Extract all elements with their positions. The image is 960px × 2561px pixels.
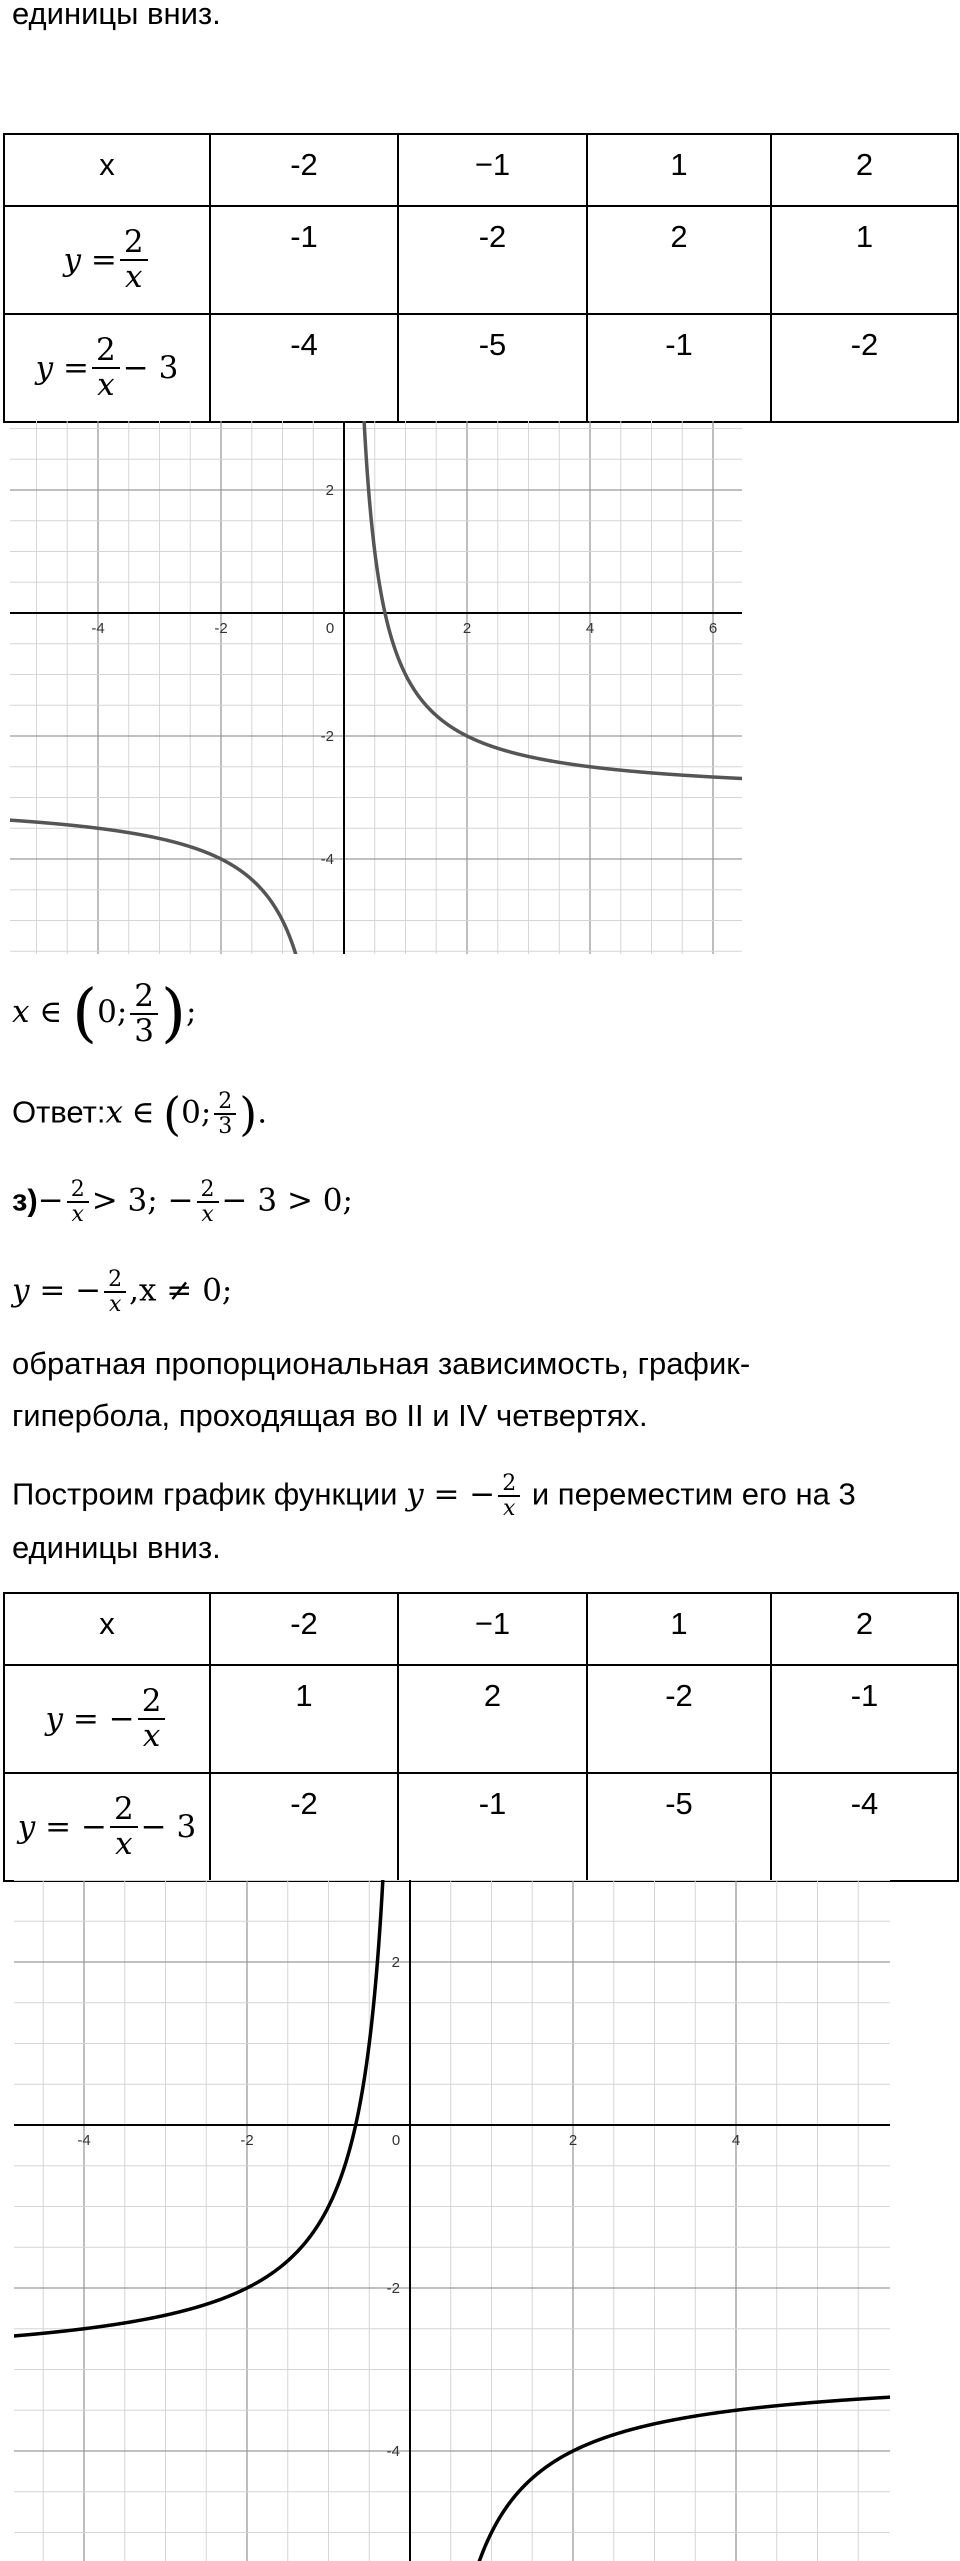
- hyperbola-graph-2: [14, 1880, 890, 2561]
- row-formula-cell: y = − $\frac{2}{x}$ − 3: [4, 1773, 210, 1881]
- x-tick-label: 0: [325, 620, 335, 637]
- task-z-line: з)− $\frac{2}{x}$ > 3; − $\frac{2}{x}$ − 3 > 0;: [12, 1177, 353, 1228]
- paragraph-line-2: гипербола, проходящая во II и IV четвертях.: [12, 1398, 648, 1433]
- table-header-cell: x: [4, 1593, 210, 1665]
- y-tick-label: -4: [320, 851, 334, 868]
- table-cell: 2: [587, 206, 771, 314]
- table-row: [4, 1665, 958, 1773]
- table-cell: -5: [587, 1773, 771, 1881]
- table-row: [4, 206, 958, 314]
- row-formula-cell: y = $\frac{2}{x}$: [4, 206, 210, 314]
- y-tick-label: 2: [325, 482, 334, 499]
- table-header-cell: 1: [587, 134, 771, 206]
- hyperbola-branch-right: [468, 2397, 890, 2561]
- x-tick-label: 2: [462, 620, 472, 637]
- build-line-2: единицы вниз.: [12, 1530, 221, 1565]
- x-tick-label: 4: [731, 2132, 741, 2149]
- table-cell: -1: [587, 314, 771, 422]
- table-cell: -2: [398, 206, 587, 314]
- values-table-1: [3, 133, 959, 423]
- hyperbola-branch-right: [363, 421, 743, 779]
- values-table-2: [3, 1592, 959, 1882]
- solution-interval-line: x ∈ (0; $\frac{2}{3}$ );: [12, 976, 197, 1051]
- table-header-cell: -2: [210, 1593, 398, 1665]
- row-formula-cell: y = − $\frac{2}{x}$: [4, 1665, 210, 1773]
- paragraph-line-1: обратная пропорциональная зависимость, график-: [12, 1346, 751, 1381]
- table-cell: 1: [210, 1665, 398, 1773]
- build-line-1: Построим график функции y = − $\frac{2}{x}$ и переместим его на 3: [12, 1471, 856, 1522]
- y-tick-label: 2: [391, 1954, 400, 1971]
- table-cell: -4: [771, 1773, 958, 1881]
- hyperbola-branch-left: [14, 1880, 385, 2337]
- x-tick-label: 4: [585, 620, 595, 637]
- table-header-cell: −1: [398, 1593, 587, 1665]
- table-row: [4, 314, 958, 422]
- table-row: [4, 1773, 958, 1881]
- table-header-cell: 1: [587, 1593, 771, 1665]
- x-tick-label: 6: [708, 620, 718, 637]
- x-tick-label: 0: [391, 2132, 401, 2149]
- x-tick-label: -4: [91, 620, 105, 637]
- x-tick-label: -2: [240, 2132, 254, 2149]
- table-header-cell: x: [4, 134, 210, 206]
- y-tick-label: -4: [386, 2443, 400, 2460]
- table-cell: -1: [398, 1773, 587, 1881]
- answer-line: Ответ:x ∈ (0; $\frac{2}{3}$ ).: [12, 1087, 268, 1142]
- table-header-cell: 2: [771, 134, 958, 206]
- row-formula-cell: y = $\frac{2}{x}$ − 3: [4, 314, 210, 422]
- hyperbola-branch-left: [10, 820, 305, 954]
- function-line: y = − $\frac{2}{x}$ ,x ≠ 0;: [12, 1267, 233, 1318]
- table-cell: -1: [210, 206, 398, 314]
- table-cell: -2: [771, 314, 958, 422]
- hyperbola-graph-1: [10, 421, 742, 954]
- x-tick-label: 2: [568, 2132, 578, 2149]
- table-cell: -2: [210, 1773, 398, 1881]
- x-tick-label: -2: [214, 620, 228, 637]
- table-cell: 1: [771, 206, 958, 314]
- table-header-row: [4, 1593, 958, 1665]
- y-tick-label: -2: [320, 728, 334, 745]
- table-cell: -4: [210, 314, 398, 422]
- table-cell: -2: [587, 1665, 771, 1773]
- table-header-cell: 2: [771, 1593, 958, 1665]
- table-header-cell: -2: [210, 134, 398, 206]
- table-header-row: [4, 134, 958, 206]
- table-cell: -5: [398, 314, 587, 422]
- table-cell: 2: [398, 1665, 587, 1773]
- x-tick-label: -4: [77, 2132, 91, 2149]
- y-tick-label: -2: [386, 2280, 400, 2297]
- table-cell: -1: [771, 1665, 958, 1773]
- table-header-cell: −1: [398, 134, 587, 206]
- intro-tail-text: единицы вниз.: [12, 0, 221, 31]
